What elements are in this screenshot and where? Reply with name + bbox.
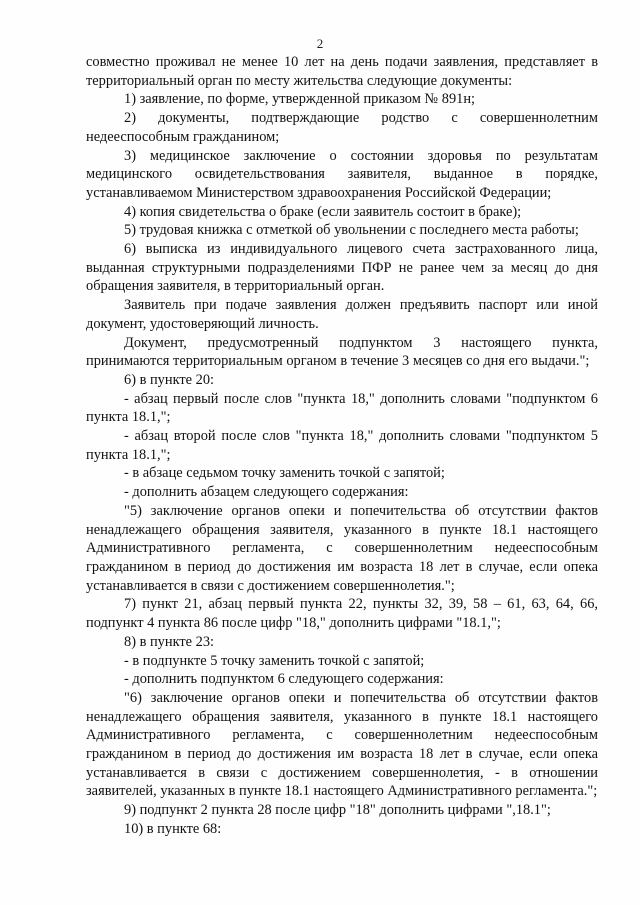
paragraph-section-9: 9) подпункт 2 пункта 28 после цифр "18" дополнить цифрами ",18.1";	[124, 802, 551, 819]
paragraph-section-8-b: - дополнить подпунктом 6 следующего содержания:	[124, 671, 444, 688]
paragraph-item-1: 1) заявление, по форме, утвержденной приказом № 891н;	[124, 91, 476, 108]
paragraph-section-6-b: - абзац второй после слов "пункта 18," дополнить словами "подпунктом 5 пункта 18.1,";	[86, 428, 598, 463]
paragraph-section-6-quote: "5) заключение органов опеки и попечительства об отсутствии фактов ненадлежащего обращения заявителя, указанного в пункте 18.1 настоящего Административного регламента, с совершеннолетним недееспособным гражданином в период до достижения им возраста 18 лет в случае, если опека устанавливается в связи с достижением совершеннолетия.";	[86, 502, 598, 594]
paragraph-section-6-a: - абзац первый после слов "пункта 18," дополнить словами "подпунктом 6 пункта 18.1,";	[86, 390, 598, 426]
paragraph-section-8-a: - в подпункте 5 точку заменить точкой с запятой;	[124, 652, 425, 669]
paragraph-item-3: 3) медицинское заключение о состоянии здоровья по результатам медицинского освидетельствования заявителя, выданное в порядке, устанавливаемом Министерством здравоохранения Российской Федерации;	[86, 147, 598, 201]
paragraph-document-validity: Документ, предусмотренный подпунктом 3 настоящего пункта, принимаются территориальным органом в течение 3 месяцев со дня его выдачи.";	[86, 334, 598, 370]
paragraph-section-6: 6) в пункте 20:	[124, 371, 215, 388]
paragraph-section-8-quote: "6) заключение органов опеки и попечительства об отсутствии фактов ненадлежащего обращения заявителя, указанного в пункте 18.1 настоящего Административного регламента, с совершеннолетним недееспособным гражданином в период до достижения им возраста 18 лет в случае, если опека устанавливается в связи с достижением совершеннолетия, - в отношении заявителей, указанных в пункте 18.1 настоящего Административного регламента.";	[86, 689, 598, 800]
paragraph-section-6-c: - в абзаце седьмом точку заменить точкой с запятой;	[124, 465, 445, 482]
paragraph-passport: Заявитель при подаче заявления должен предъявить паспорт или иной документ, удостоверяющий личность.	[86, 297, 598, 332]
paragraph-item-6: 6) выписка из индивидуального лицевого счета застрахованного лица, выданная структурными подразделениями ПФР не ранее чем за месяц до дня обращения заявителя, в территориальный орган.	[86, 241, 598, 295]
paragraph-item-5: 5) трудовая книжка с отметкой об увольнении с последнего места работы;	[124, 222, 579, 239]
paragraph-section-6-d: - дополнить абзацем следующего содержания:	[124, 484, 409, 501]
paragraph-intro-continuation: совместно проживал не менее 10 лет на день подачи заявления, представляет в территориальный орган по месту жительства следующие документы:	[86, 54, 598, 89]
paragraph-section-7: 7) пункт 21, абзац первый пункта 22, пункты 32, 39, 58 – 61, 63, 64, 66, подпункт 4 пункта 86 после цифр "18," дополнить цифрами "18.1,";	[86, 596, 598, 632]
document-body	[86, 53, 598, 839]
paragraph-section-8: 8) в пункте 23:	[124, 633, 215, 650]
paragraph-item-2: 2) документы, подтверждающие родство с совершеннолетним недееспособным гражданином;	[86, 110, 598, 145]
paragraph-section-10: 10) в пункте 68:	[124, 820, 222, 837]
paragraph-item-4: 4) копия свидетельства о браке (если заявитель состоит в браке);	[124, 203, 522, 220]
page-number: 2	[316, 36, 324, 51]
